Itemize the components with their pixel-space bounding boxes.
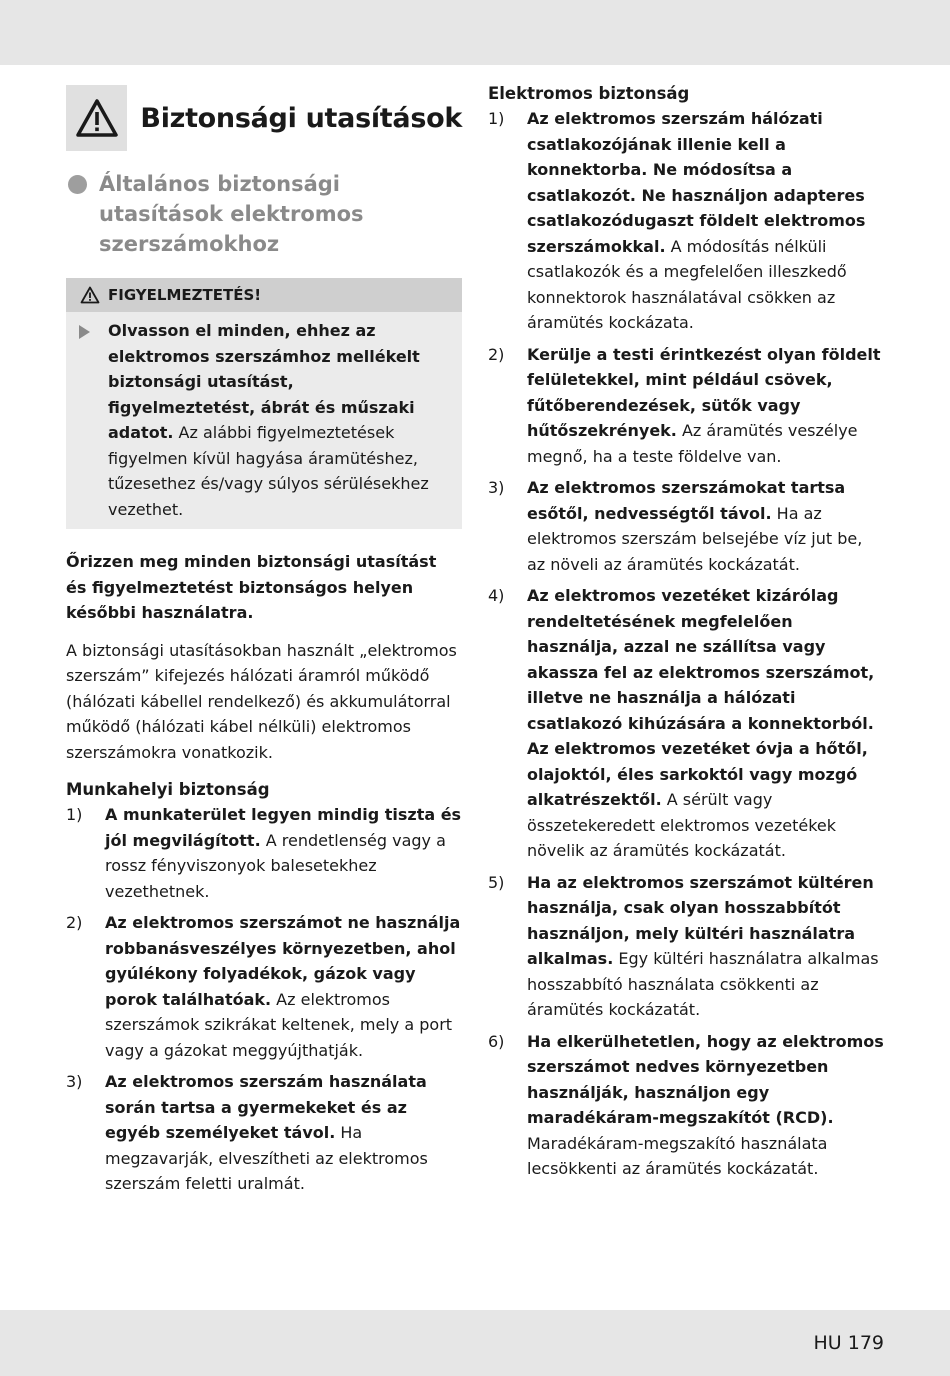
- item-bold-text: Az elektromos szerszám használata során tartsa a gyermekeket és az egyéb személyeket távol.: [105, 1072, 427, 1142]
- warning-body: [66, 312, 462, 529]
- item-normal-text: A rendetlenség vagy a rossz fényviszonyok balesetekhez vezethetnek.: [105, 830, 446, 901]
- item-bold-text: Az elektromos szerszám hálózati csatlakozójának illenie kell a konnektorba. Ne módosítsa a csatlakozót. Ne használjon adapteres csatlakozódugaszt földelt elektromos szerszámokkal.: [527, 109, 866, 256]
- item-bold-text: Ha az elektromos szerszámot kültéren használja, csak olyan hosszabbítót használjon, mely kültéri használatra alkalmas.: [527, 872, 874, 968]
- item-bold-text: Az elektromos vezetéket kizárólag rendeltetésének megfelelően használja, azzal ne szállítsa vagy akassza fel az elektromos szerszámot, illetve ne használja a hálózati csatlakozó kihúzására a konnektorból. Az elektromos vezetéket óvja a hőtől, olajoktól, éles sarkoktól vagy mozgó alkatrészektől.: [527, 586, 875, 809]
- electrical-heading: Elektromos biztonság: [488, 84, 690, 103]
- small-warning-icon: [80, 286, 100, 304]
- title-row: [66, 85, 462, 151]
- right-column: [488, 81, 884, 1182]
- definition-text: A biztonsági utasításokban használt „elektromos szerszám” kifejezés hálózati áramról működő (hálózati kábellel rendelkező) és akkumulátorral működő (hálózati kábel nélküli) elektromos szerszámokra vonatkozik.: [66, 640, 457, 762]
- item-number: 1): [488, 109, 505, 128]
- item-number: 1): [66, 805, 83, 824]
- list-item: [488, 475, 884, 577]
- item-number: 2): [66, 913, 83, 932]
- subheading-text: Általános biztonsági utasítások elektromos szerszámokhoz: [99, 172, 364, 256]
- list-item: [488, 1029, 884, 1182]
- item-number: 3): [488, 478, 505, 497]
- workplace-heading: Munkahelyi biztonság: [66, 780, 270, 799]
- item-normal-text: Maradékáram-megszakító használata lecsökkenti az áramütés kockázatát.: [527, 1133, 828, 1178]
- list-item: [66, 1069, 462, 1197]
- item-bold-text: Kerülje a testi érintkezést olyan földelt felületekkel, mint például csövek, fűtőberendezések, sütők vagy hűtőszekrények.: [527, 344, 881, 440]
- item-normal-text: Az elektromos szerszámok szikrákat keltenek, mely a port vagy a gázokat meggyújthatják.: [105, 989, 453, 1060]
- bottom-bar: [0, 1310, 950, 1376]
- warning-bold-text: Olvasson el minden, ehhez az elektromos szerszámhoz mellékelt biztonsági utasítást, figyelmeztetést, ábrát és műszaki adatot.: [108, 321, 420, 442]
- item-normal-text: A módosítás nélküli csatlakozók és a megfelelően illeszkedő konnektorok használatával csökken az áramütés kockázata.: [527, 236, 847, 332]
- item-number: 5): [488, 872, 505, 892]
- list-item: [488, 342, 884, 470]
- warning-box: [66, 278, 462, 529]
- arrow-right-icon: [79, 325, 90, 339]
- list-item: [66, 802, 462, 904]
- list-item: [488, 106, 884, 336]
- item-normal-text: Ha megzavarják, elveszítheti az elektromos szerszám feletti uralmát.: [105, 1123, 428, 1193]
- item-normal-text: Az áramütés veszélye megnő, ha a teste földelve van.: [527, 421, 858, 466]
- page-title: Biztonsági utasítások: [140, 102, 462, 134]
- item-number: 4): [488, 586, 505, 605]
- warning-normal-text: Az alábbi figyelmeztetések figyelmen kívül hagyása áramütéshez, tűzesethez és/vagy súlyos sérülésekhez vezethet.: [108, 423, 429, 519]
- list-item: [488, 583, 884, 864]
- warning-triangle-icon: [75, 98, 119, 138]
- item-number: 2): [488, 344, 505, 364]
- warning-label: FIGYELMEZTETÉS!: [108, 286, 262, 304]
- bullet-dot-icon: [68, 175, 87, 194]
- list-item: [488, 870, 884, 1023]
- page-number: HU 179: [813, 1332, 884, 1354]
- section-subheading: [66, 169, 462, 259]
- item-number: 3): [66, 1072, 83, 1091]
- left-column: [66, 85, 462, 1197]
- item-normal-text: Egy kültéri használatra alkalmas hosszabbító használata csökkenti az áramütés kockázatát.: [527, 949, 879, 1019]
- item-bold-text: Az elektromos szerszámot ne használja robbanásveszélyes környezetben, ahol gyúlékony folyadékok, gázok vagy porok találhatóak.: [105, 913, 461, 1009]
- item-bold-text: Ha elkerülhetetlen, hogy az elektromos szerszámot nedves környezetben használják, használjon egy maradékáram-megszakítót (RCD).: [527, 1031, 884, 1127]
- item-bold-text: A munkaterület legyen mindig tiszta és jól megvilágított.: [105, 805, 462, 850]
- item-number: 6): [488, 1031, 505, 1051]
- item-normal-text: Ha az elektromos szerszám belsejébe víz jut be, az növeli az áramütés kockázatát.: [527, 503, 863, 574]
- list-item: [66, 910, 462, 1063]
- item-normal-text: A sérült vagy összetekeredett elektromos vezetékek növelik az áramütés kockázatát.: [527, 790, 837, 860]
- item-bold-text: Az elektromos szerszámokat tartsa esőtől, nedvességtől távol.: [527, 478, 846, 523]
- keep-instructions-text: Őrizzen meg minden biztonsági utasítást és figyelmeztetést biztonságos helyen későbbi használatra.: [66, 552, 437, 622]
- top-bar: [0, 0, 950, 65]
- warning-icon-box: [66, 85, 127, 151]
- warning-header: [66, 278, 462, 312]
